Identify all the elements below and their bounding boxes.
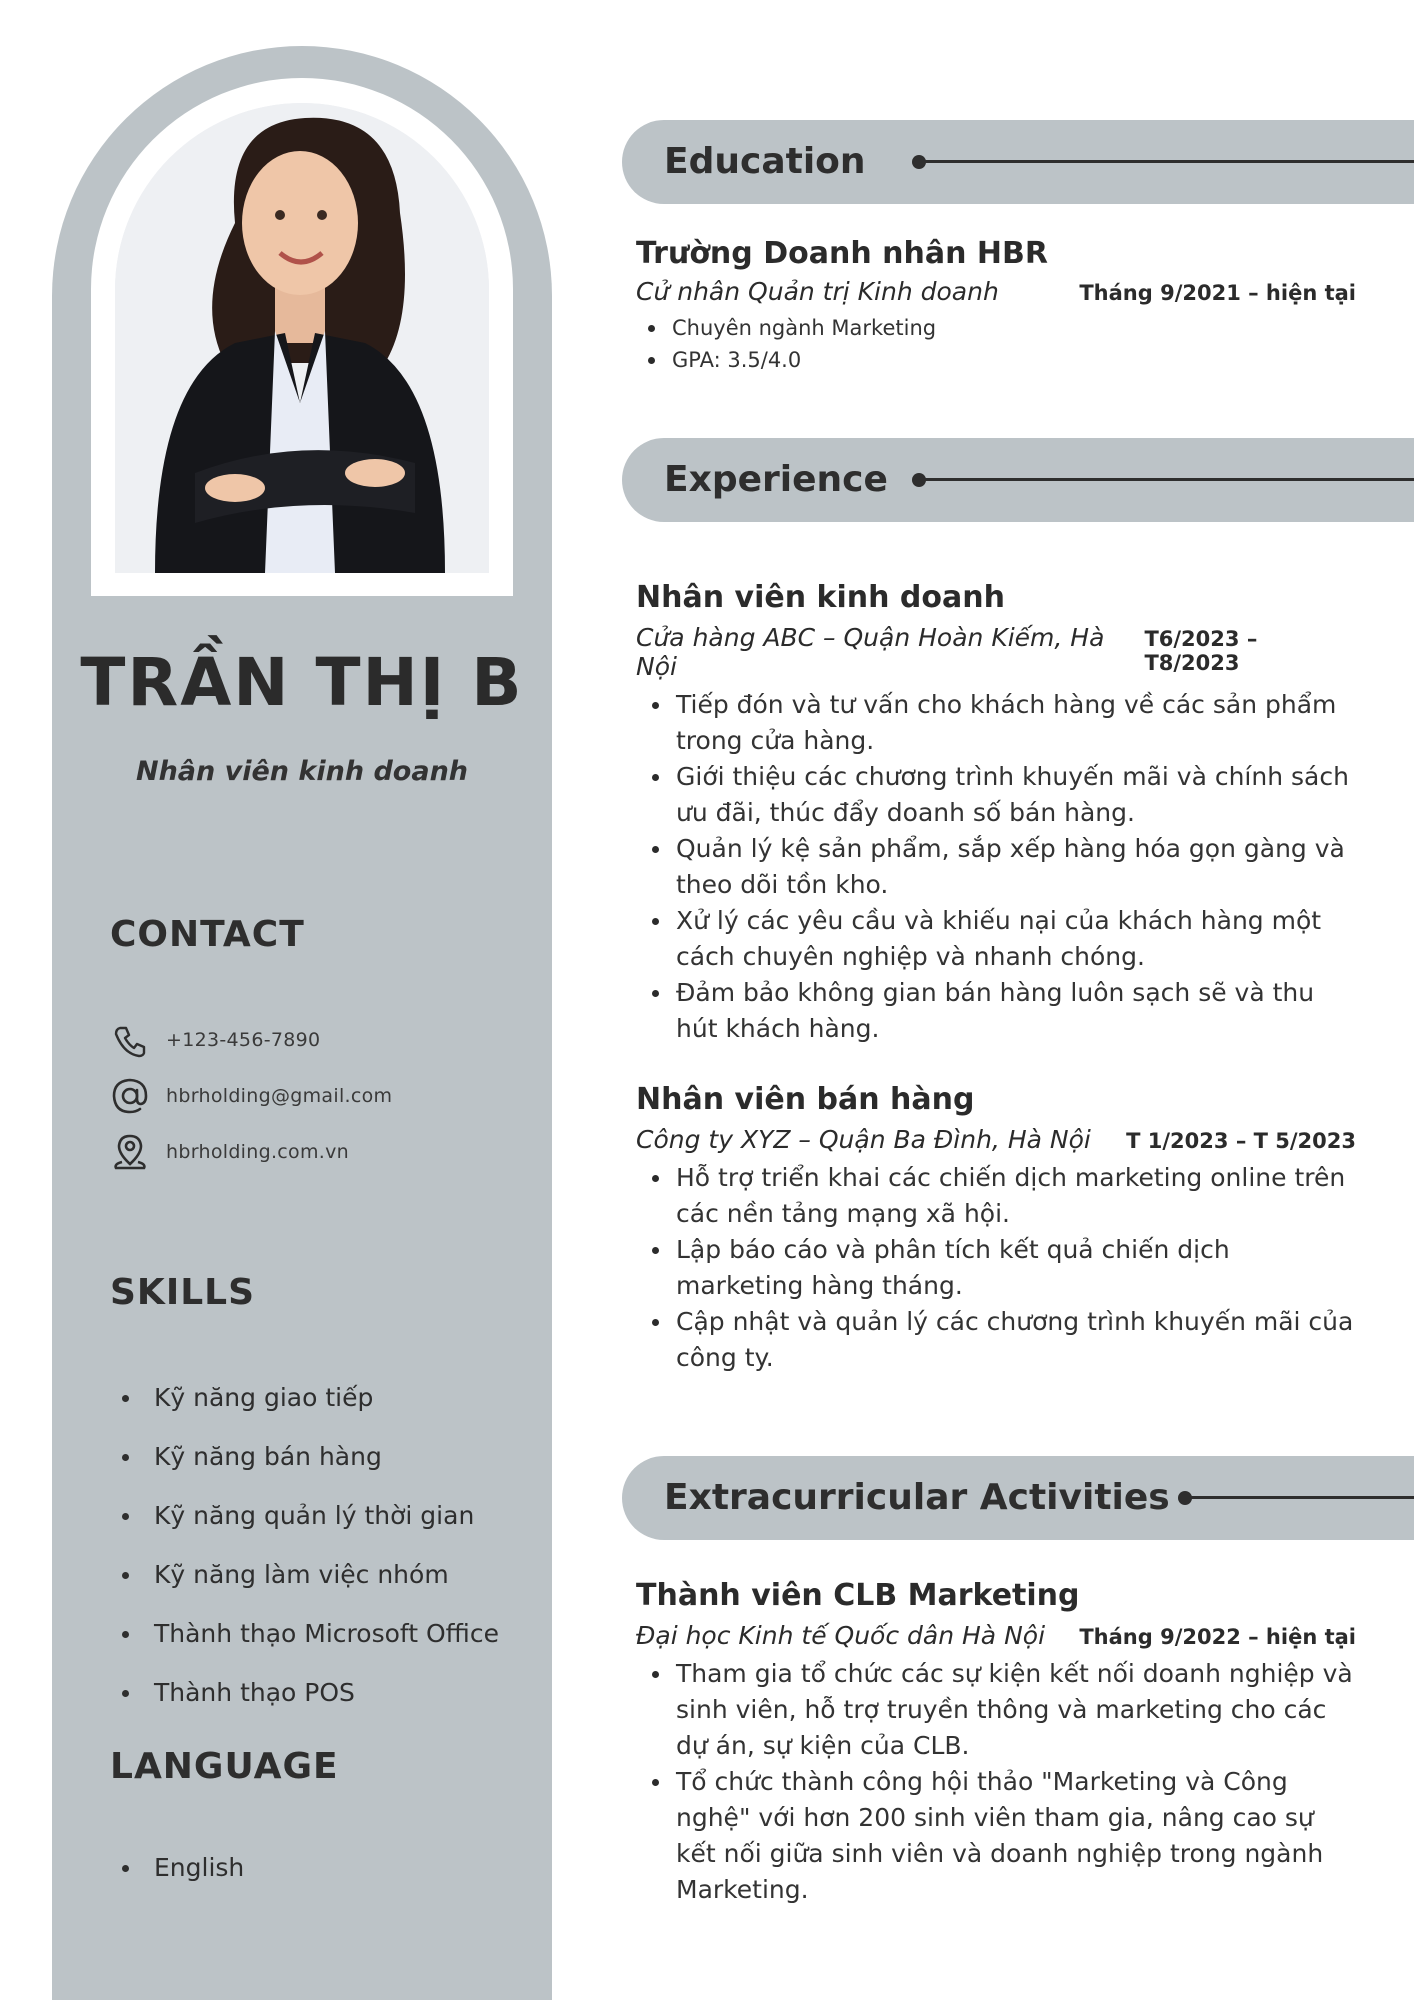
list-item: Hỗ trợ triển khai các chiến dịch marketing online trên các nền tảng mạng xã hội. [636, 1160, 1356, 1232]
banner-line [920, 160, 1414, 163]
banner-line [920, 478, 1414, 481]
list-item: Chuyên ngành Marketing [636, 312, 1356, 344]
activities-entry [636, 1578, 1356, 1908]
location-pin-icon [110, 1132, 150, 1172]
list-item: Tiếp đón và tư vấn cho khách hàng về các sản phẩm trong cửa hàng. [636, 687, 1356, 759]
sidebar [52, 46, 552, 2000]
experience-entry-1 [636, 580, 1356, 1047]
job-date: T6/2023 – T8/2023 [1144, 627, 1258, 675]
job-company: Cửa hàng ABC – Quận Hoàn Kiếm, Hà Nội [636, 623, 1105, 681]
activities-heading: Extracurricular Activities [664, 1477, 1170, 1518]
skill-item: Thành thạo Microsoft Office [118, 1616, 499, 1675]
list-item: Đảm bảo không gian bán hàng luôn sạch sẽ và thu hút khách hàng. [636, 975, 1356, 1047]
job-date: T 1/2023 – T 5/2023 [1126, 1129, 1356, 1153]
education-banner [622, 120, 1414, 204]
language-list [118, 1850, 244, 1909]
activity-title: Thành viên CLB Marketing [636, 1578, 1080, 1613]
contact-website-text: hbrholding.com.vn [166, 1141, 350, 1163]
language-item: English [118, 1850, 244, 1909]
portrait-image [115, 103, 489, 573]
list-item: Tổ chức thành công hội thảo "Marketing và Công nghệ" với hơn 200 sinh viên tham gia, nâng cao sự kết nối giữa sinh viên và doanh nghiệp trong ngành Marketing. [636, 1764, 1356, 1908]
experience-entry-2 [636, 1082, 1356, 1376]
education-bullets [636, 312, 1356, 376]
list-item: Giới thiệu các chương trình khuyến mãi và chính sách ưu đãi, thúc đẩy doanh số bán hàng. [636, 759, 1356, 831]
education-degree: Cử nhân Quản trị Kinh doanh [636, 277, 999, 306]
contact-phone[interactable] [110, 1018, 320, 1062]
banner-line [1186, 1496, 1414, 1499]
experience-banner [622, 438, 1414, 522]
photo-frame [91, 78, 513, 596]
job-company: Công ty XYZ – Quận Ba Đình, Hà Nội [636, 1125, 1091, 1154]
language-heading: LANGUAGE [110, 1746, 339, 1787]
education-date: Tháng 9/2021 – hiện tại [1079, 281, 1356, 305]
skill-item: Kỹ năng quản lý thời gian [118, 1498, 499, 1557]
profile-photo [115, 103, 489, 573]
list-item: Tham gia tổ chức các sự kiện kết nối doanh nghiệp và sinh viên, hỗ trợ truyền thông và marketing cho các dự án, sự kiện của CLB. [636, 1656, 1356, 1764]
job-title: Nhân viên bán hàng [636, 1082, 975, 1117]
contact-website[interactable] [110, 1130, 349, 1174]
contact-phone-text: +123-456-7890 [166, 1029, 321, 1051]
profile-name: TRẦN THỊ B [80, 644, 524, 721]
list-item: Quản lý kệ sản phẩm, sắp xếp hàng hóa gọn gàng và theo dõi tồn kho. [636, 831, 1356, 903]
at-icon [110, 1076, 150, 1116]
phone-icon [110, 1020, 150, 1060]
skills-heading: SKILLS [110, 1272, 256, 1313]
education-school: Trường Doanh nhân HBR [636, 236, 1048, 271]
contact-heading: CONTACT [110, 914, 305, 955]
job-title: Nhân viên kinh doanh [636, 580, 1005, 615]
education-entry [636, 236, 1356, 376]
activity-bullets [636, 1656, 1356, 1908]
activity-date: Tháng 9/2022 – hiện tại [1079, 1625, 1356, 1649]
skill-item: Kỹ năng giao tiếp [118, 1380, 499, 1439]
contact-email-text: hbrholding@gmail.com [166, 1085, 393, 1107]
profile-job-title: Nhân viên kinh doanh [135, 756, 469, 787]
experience-heading: Experience [664, 459, 888, 500]
job-bullets [636, 687, 1356, 1047]
list-item: GPA: 3.5/4.0 [636, 344, 1356, 376]
education-heading: Education [664, 141, 866, 182]
list-item: Xử lý các yêu cầu và khiếu nại của khách hàng một cách chuyên nghiệp và nhanh chóng. [636, 903, 1356, 975]
list-item: Cập nhật và quản lý các chương trình khuyến mãi của công ty. [636, 1304, 1356, 1376]
skill-item: Kỹ năng làm việc nhóm [118, 1557, 499, 1616]
job-bullets [636, 1160, 1356, 1376]
skill-item: Kỹ năng bán hàng [118, 1439, 499, 1498]
list-item: Lập báo cáo và phân tích kết quả chiến dịch marketing hàng tháng. [636, 1232, 1356, 1304]
skill-item: Thành thạo POS [118, 1675, 499, 1734]
contact-email[interactable] [110, 1074, 392, 1118]
activities-banner [622, 1456, 1414, 1540]
skills-list [118, 1380, 499, 1734]
activity-org: Đại học Kinh tế Quốc dân Hà Nội [636, 1621, 1046, 1650]
